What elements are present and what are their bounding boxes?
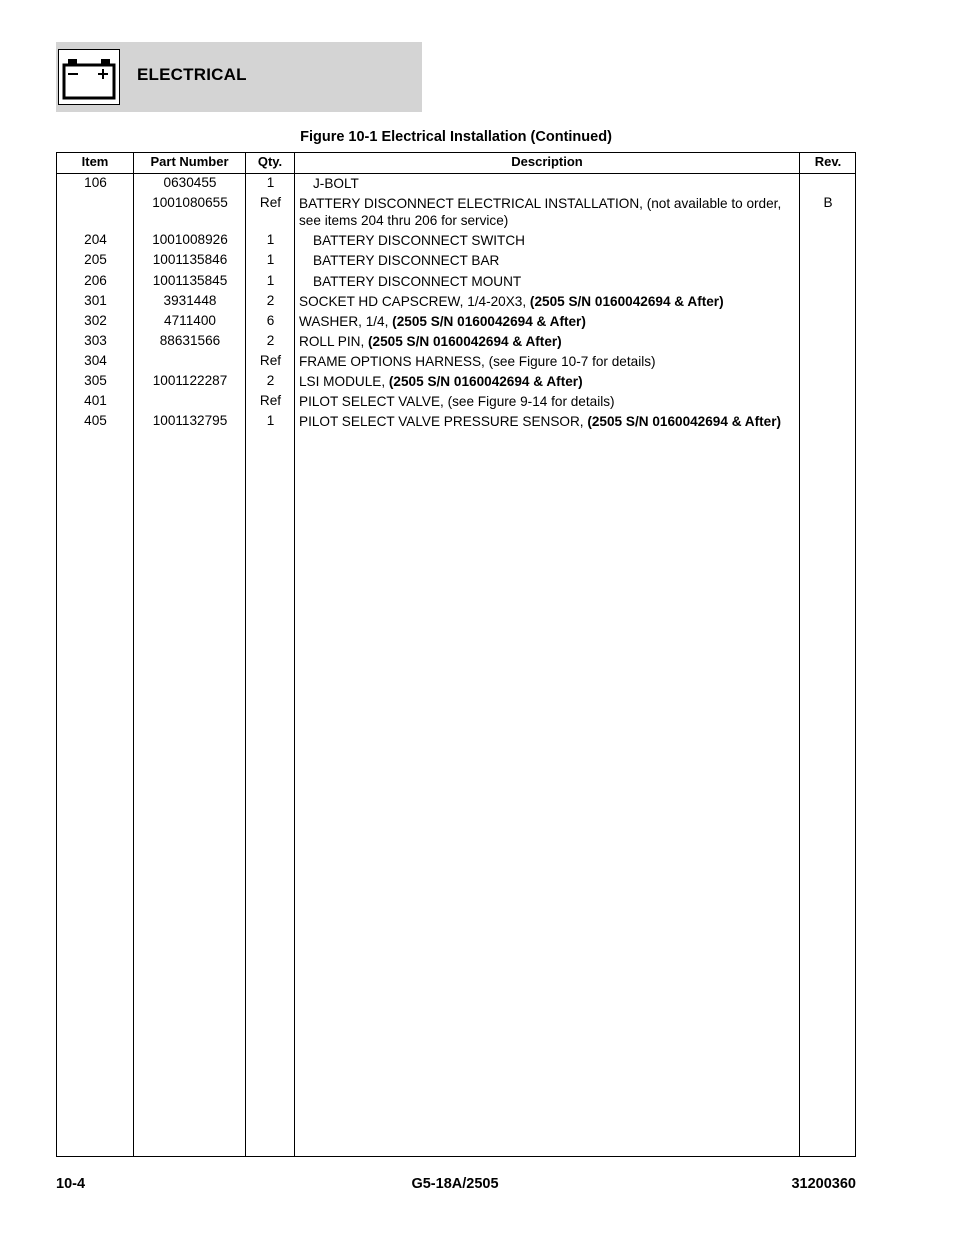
item-number: 204	[84, 232, 107, 247]
part-number: 1001080655	[152, 195, 228, 210]
item-number: 304	[84, 353, 107, 368]
item-number: 106	[84, 175, 107, 190]
part-number: 1001135846	[152, 252, 228, 267]
column-header-description: Description	[511, 154, 583, 169]
document-number: 31200360	[791, 1176, 856, 1192]
item-number: 405	[84, 413, 107, 428]
description: PILOT SELECT VALVE, (see Figure 9-14 for details)	[299, 394, 615, 409]
item-number: 401	[84, 393, 107, 408]
quantity: 1	[266, 413, 275, 428]
model-number: G5-18A/2505	[411, 1176, 499, 1192]
quantity: 1	[266, 232, 275, 247]
item-number: 302	[84, 313, 107, 328]
item-number: 206	[84, 273, 107, 288]
description: BATTERY DISCONNECT ELECTRICAL INSTALLATION, (not available to order, see items 204 thru 206 for service)	[299, 196, 782, 228]
description: PILOT SELECT VALVE PRESSURE SENSOR, (2505 S/N 0160042694 & After)	[299, 414, 782, 429]
item-number: 205	[84, 252, 107, 267]
quantity: 6	[266, 313, 275, 328]
quantity: 2	[266, 333, 275, 348]
section-title: ELECTRICAL	[137, 65, 247, 84]
column-header-part-number: Part Number	[150, 154, 229, 169]
quantity: 1	[266, 273, 275, 288]
description: LSI MODULE, (2505 S/N 0160042694 & After)	[299, 374, 583, 389]
quantity: 2	[266, 373, 275, 388]
description: WASHER, 1/4, (2505 S/N 0160042694 & After)	[299, 314, 586, 329]
part-number: 3931448	[163, 293, 217, 308]
part-number: 1001132795	[152, 413, 228, 428]
parts-table	[56, 152, 856, 1157]
column-divider	[799, 153, 800, 1156]
description: FRAME OPTIONS HARNESS, (see Figure 10-7 for details)	[299, 354, 656, 369]
part-number: 0630455	[163, 175, 217, 190]
revision: B	[823, 195, 833, 210]
quantity: 2	[266, 293, 275, 308]
part-number: 1001008926	[152, 232, 228, 247]
column-header-qty: Qty.	[257, 154, 283, 169]
description: J-BOLT	[313, 176, 359, 191]
page-number: 10-4	[56, 1176, 86, 1192]
quantity: Ref	[259, 195, 282, 210]
description: BATTERY DISCONNECT MOUNT	[313, 274, 522, 289]
column-header-item: Item	[81, 154, 109, 169]
description: SOCKET HD CAPSCREW, 1/4-20X3, (2505 S/N 0160042694 & After)	[299, 294, 724, 309]
part-number: 1001122287	[152, 373, 228, 388]
description: ROLL PIN, (2505 S/N 0160042694 & After)	[299, 334, 562, 349]
quantity: 1	[266, 252, 275, 267]
description: BATTERY DISCONNECT SWITCH	[313, 233, 525, 248]
header-divider	[57, 173, 855, 174]
part-number: 1001135845	[152, 273, 228, 288]
item-number: 303	[84, 333, 107, 348]
description: BATTERY DISCONNECT BAR	[313, 253, 500, 268]
quantity: 1	[266, 175, 275, 190]
battery-icon	[58, 49, 120, 105]
column-header-rev: Rev.	[814, 154, 842, 169]
part-number: 88631566	[159, 333, 221, 348]
item-number: 305	[84, 373, 107, 388]
quantity: Ref	[259, 353, 282, 368]
quantity: Ref	[259, 393, 282, 408]
figure-title: Figure 10-1 Electrical Installation (Continued)	[300, 129, 612, 145]
part-number: 4711400	[164, 313, 216, 328]
item-number: 301	[84, 293, 107, 308]
